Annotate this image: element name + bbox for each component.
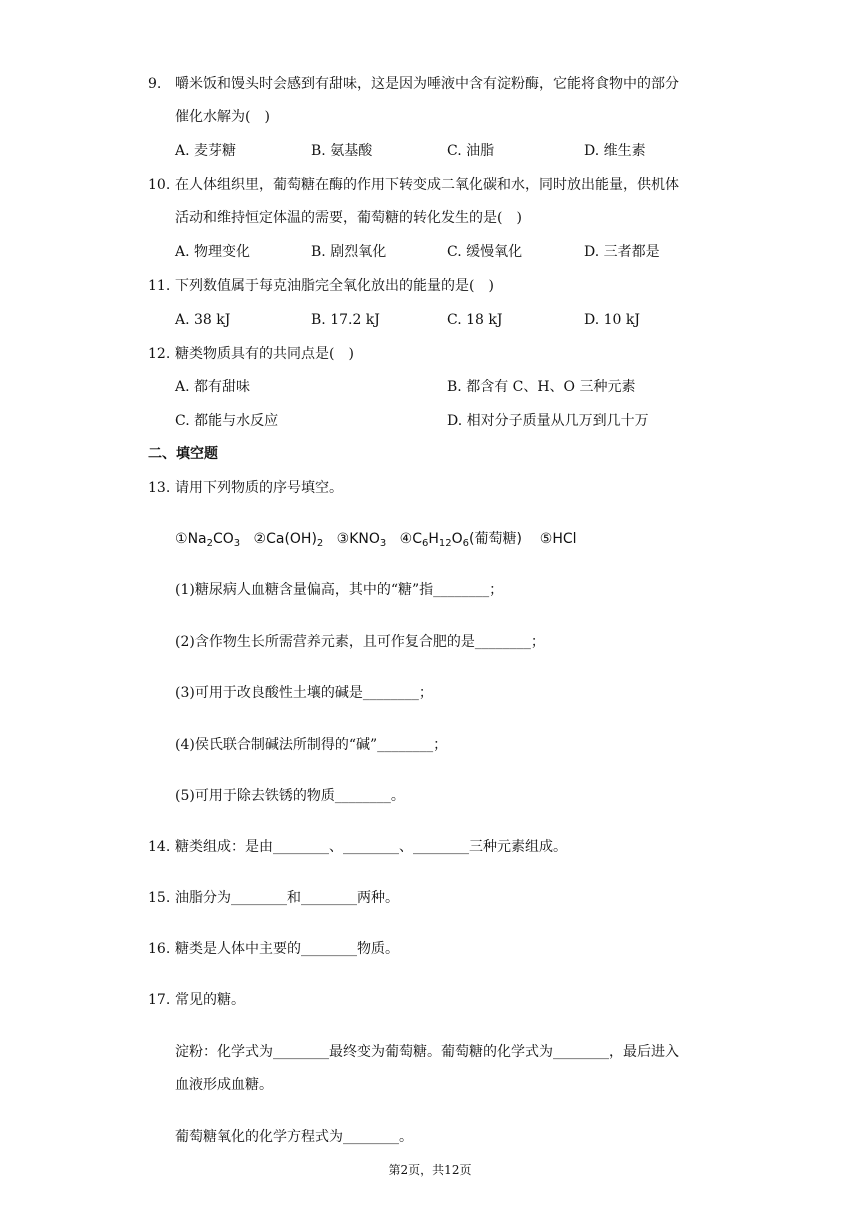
q13-number: 13. [148,480,171,496]
q11-option-b: B. 17.2 kJ [311,312,380,328]
q12-option-c: C. 都能与水反应 [175,413,279,429]
q10-option-d: D. 三者都是 [584,244,660,260]
q10-number: 10. [148,177,171,193]
q13-sub3: (3)可用于改良酸性土壤的碱是________； [175,685,433,701]
q13-sub4: (4)侯氏联合制碱法所制得的“碱”________； [175,737,448,753]
section-heading-fill-in: 二、填空题 [148,446,218,462]
q9-option-b: B. 氨基酸 [311,143,373,159]
q16-number: 16. [148,941,171,957]
q13-substance-list [175,529,577,549]
q15-text: 油脂分为________和________两种。 [175,890,399,906]
q10-option-a: A. 物理变化 [175,244,251,260]
substance-5: ⑤HCl [539,531,577,547]
q10-stem-line2: 活动和维持恒定体温的需要，葡萄糖的转化发生的是( ) [175,210,522,226]
q12-option-b: B. 都含有 C、H、O 三种元素 [447,379,636,395]
q9-option-a: A. 麦芽糖 [175,143,237,159]
q9-stem-line1: 嚼米饭和馒头时会感到有甜味，这是因为唾液中含有淀粉酶，它能将食物中的部分 [175,76,679,92]
q16-text: 糖类是人体中主要的________物质。 [175,941,399,957]
q9-stem-line2: 催化水解为( ) [175,109,270,125]
substance-2: $②Ca(OH)_2$ [253,531,324,549]
q11-option-c: C. 18 kJ [447,312,503,328]
page-footer: 第2页，共12页 [388,1163,472,1177]
q17-line2: 血液形成血糖。 [175,1077,273,1093]
substance-4: $④C_6H_{12}O_6$(葡萄糖) [399,531,522,549]
q14-text: 糖类组成：是由________、________、________三种元素组成。 [175,839,567,855]
q13-sub1: (1)糖尿病人血糖含量偏高，其中的“糖”指________； [175,582,504,598]
q17-line1: 淀粉：化学式为________最终变为葡萄糖。葡萄糖的化学式为________，最后进入 [175,1044,679,1060]
q10-option-b: B. 剧烈氧化 [311,244,387,260]
q11-option-d: D. 10 kJ [584,312,640,328]
q17-stem: 常见的糖。 [175,992,245,1008]
q11-option-a: A. 38 kJ [175,312,231,328]
q12-option-a: A. 都有甜味 [175,379,251,395]
q9-number: 9. [148,76,162,92]
q13-stem: 请用下列物质的序号填空。 [175,480,343,496]
q12-number: 12. [148,346,171,362]
q11-number: 11. [148,278,171,294]
substance-1: $①Na_2CO_3$ [175,531,241,549]
q13-sub2: (2)含作物生长所需营养元素，且可作复合肥的是________； [175,634,545,650]
q10-stem-line1: 在人体组织里，葡萄糖在酶的作用下转变成二氧化碳和水，同时放出能量，供机体 [175,177,679,193]
q13-sub5: (5)可用于除去铁锈的物质________。 [175,788,405,804]
q11-stem: 下列数值属于每克油脂完全氧化放出的能量的是( ) [175,278,494,294]
q9-option-c: C. 油脂 [447,143,495,159]
q12-option-d: D. 相对分子质量从几万到几十万 [447,413,649,429]
q15-number: 15. [148,890,171,906]
q12-stem: 糖类物质具有的共同点是( ) [175,346,354,362]
substance-3: $③KNO_3$ [336,531,387,549]
q14-number: 14. [148,839,171,855]
q10-option-c: C. 缓慢氧化 [447,244,523,260]
q17-number: 17. [148,992,171,1008]
q9-option-d: D. 维生素 [584,143,646,159]
q17-line3: 葡萄糖氧化的化学方程式为________。 [175,1129,413,1145]
